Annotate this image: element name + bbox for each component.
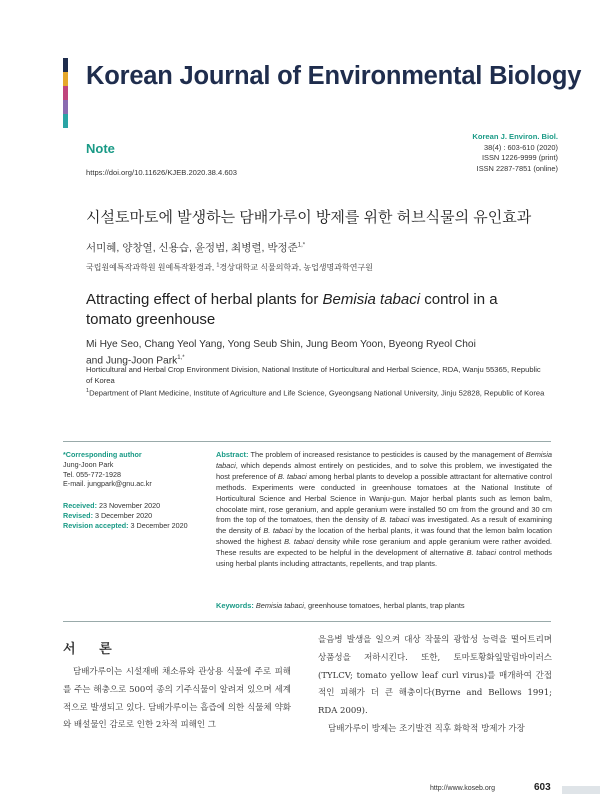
body-paragraph-2: 담배가루이 방제는 조기발견 직후 화학적 방제가 가장 [328,723,525,734]
abstract-label: Abstract: [216,450,249,459]
abstract-text-5: by the location of the herbal plants, it was found that the lemon balm location showed the highest [216,526,553,547]
keywords-label: Keywords: [216,601,254,610]
body-paragraph-continued: 을음병 발생을 일으켜 대상 작물의 광합성 능력을 떨어트리며 상품성을 저하시킨다. 또한, 토마토황화잎말림바이러스(TYLCV; tomato yellow leaf curl virus)를 매개하여 간접적인 피해가 더 큰 해충이다(Byrne and Bellows 1991; RDA 2009). [318,635,552,717]
footer-url[interactable]: http://www.koseb.org [430,785,495,792]
korean-affiliation-b: 경상대학교 식물의학과, 농업생명과학연구원 [219,263,373,272]
page-number: 603 [534,782,551,793]
volume-pages: 38(4) : 603-610 (2020) [484,142,558,152]
received-date [63,501,203,511]
corresponding-email[interactable]: E-mail. jungpark@gnu.ac.kr [63,479,152,489]
color-strip-2 [63,72,68,86]
abstract [216,450,552,570]
korean-title: 시설토마토에 발생하는 담배가루이 방제를 위한 허브식물의 유인효과 [86,209,532,226]
english-affiliation-2-sup: 1 [86,388,90,394]
abstract-species-5: B. tabaci [284,537,314,547]
received-value: 23 November 2020 [96,501,161,511]
doi-link[interactable]: https://doi.org/10.11626/KJEB.2020.38.4.603 [86,168,238,177]
english-affiliation-2 [86,386,546,399]
keywords-species: Bemisia tabaci [255,601,304,610]
english-affiliation-1: Horticultural and Herbal Crop Environment Division, National Institute of Horticultural and Herbal Science, RDA, Wanju 55365, Republic of Korea [86,365,541,385]
article-type: Note [86,141,115,156]
revised-date [63,511,203,521]
received-label: Received: [63,501,97,511]
english-authors [86,338,486,367]
abstract-text-3: among herbal plants to develop a possible attractant for alternative control methods. Experiments were conducted in greenhouse tomatoes at the National Institute of Horticultural Science and Herbal Science in Wanju-gun. Major herbal plants such as lemon balm, chocolate mint, rose geranium, and apple geranium were installed 50 cm from the ground and 30 cm from the top of the tomatoes, then the density of [216,471,552,525]
color-strip-5 [63,114,68,128]
abstract-text-2: , which depends almost entirely on pesticides, and to solve this problem, we investigated the host preference of [216,460,552,481]
english-title-species: Bemisia tabaci [322,291,421,308]
issn-online: ISSN 2287-7851 (online) [476,163,558,173]
korean-affiliation [86,262,373,273]
abstract-species-6: B. tabaci [466,548,496,558]
corresponding-label: *Corresponding author [63,450,142,459]
korean-authors-names: 서미혜, 양창열, 신용습, 윤정범, 최병렬, 박정준 [86,242,298,254]
accepted-date [63,521,203,531]
body-paragraph: 담배가루이는 시설재배 채소류와 관상용 식물에 주로 피해를 주는 해충으로 500여 종의 기주식물이 알려져 있으며 세계적으로 발생되고 있다. 담배가루이는 흡즙에 의한 식물체 약화와 배설물인 감로로 인한 2차적 피해인 그 [63,667,291,731]
footer-bar [562,786,600,794]
divider [63,441,551,442]
english-authors-names: Mi Hye Seo, Chang Yeol Yang, Yong Seub Shin, Jung Beom Yoon, Byeong Ryeol Choi and Jung-Joon Park [86,339,476,366]
sidebar-info [63,450,203,531]
citation-block [472,132,558,174]
keywords-rest: , greenhouse tomatoes, herbal plants, trap plants [303,601,465,610]
color-strip-4 [63,100,68,114]
abstract-text-6: density while rose geranium and apple geranium were rather avoided. These results are expected to be helpful in the development of alternative [216,537,552,558]
accepted-value: 3 December 2020 [128,520,188,530]
english-title-b: control in a tomato greenhouse [86,291,498,328]
keywords [216,601,552,610]
divider-2 [63,621,551,622]
abstract-species-3: B. tabaci [379,515,410,525]
accepted-label: Revision accepted: [63,520,129,530]
journal-title: Korean Journal of Environmental Biology [86,62,582,90]
korean-authors [86,240,305,255]
abstract-species-1: Bemisia tabaci [216,450,552,470]
abstract-text-1: The problem of increased resistance to pesticides is caused by the management of [248,450,526,459]
english-affiliation-2-text: Department of Plant Medicine, Institute of Agriculture and Life Science, Gyeongsang National University, Jinju 52828, Republic of Korea [89,388,545,398]
abstract-text-7: control methods using herbal plants including attractants, repellents, and trap plants. [216,548,552,569]
abstract-text-4: was investigated. As a result of examining the density of [216,515,553,536]
issn-print: ISSN 1226-9999 (print) [482,153,558,162]
body-left-column [63,664,291,735]
journal-abbr: Korean J. Environ. Biol. [472,132,558,141]
english-authors-sup: 1,* [177,354,185,361]
abstract-species-2: B. tabaci [277,471,307,481]
body-right-column [318,632,552,739]
abstract-species-4: B. tabaci [263,526,293,536]
color-strip-3 [63,86,68,100]
corresponding-name: Jung-Joon Park [63,459,114,469]
corresponding-tel: Tel. 055-772-1928 [63,469,121,479]
revised-label: Revised: [63,510,93,520]
korean-affiliation-sup: 1 [216,262,220,269]
english-title [86,290,506,330]
english-title-a: Attracting effect of herbal plants for [86,291,323,308]
korean-authors-sup: 1,* [297,242,306,249]
revised-value: 3 December 2020 [92,510,153,520]
english-affiliations [86,364,546,399]
color-strip-1 [63,58,68,72]
section-heading: 서 론 [63,641,122,656]
korean-affiliation-a: 국립원예특작과학원 원예특작환경과, [86,263,217,272]
